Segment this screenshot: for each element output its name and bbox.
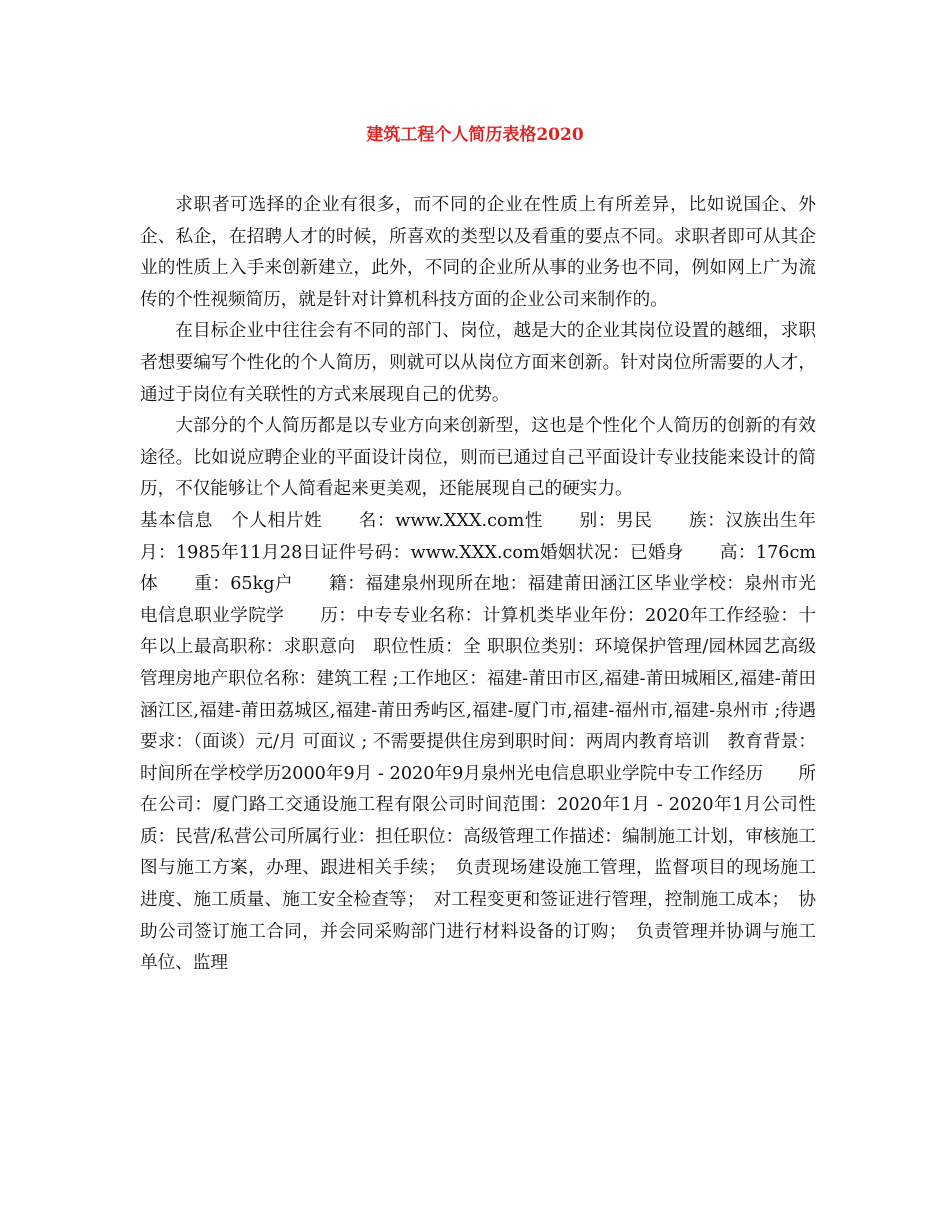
resume-details: 基本信息 个人相片姓 名：www.XXX.com性 别：男民 族：汉族出生年月：1985年11月28日证件号码：www.XXX.com婚姻状况：已婚身 高：176cm体 重：65kg户 籍：福建泉州现所在地：福建莆田涵江区毕业学校：泉州市光电信息职业学院学 历：中专专业名称：计算机类毕业年份：2020年工作经验：十年以上最高职称：求职意向 职位性质：全 职职位类别：环境保护管理/园林园艺高级管理房地产职位名称：建筑工程 ;工作地区：福建-莆田市区,福建-莆田城厢区,福建-莆田涵江区,福建-莆田荔城区,福建-莆田秀屿区,福建-厦门市,福建-福州市,福建-泉州市 ;待遇要求：（面谈）元/月 可面议 ; 不需要提供住房到职时间：两周内教育培训 教育背景：时间所在学校学历2000年9月 - 2020年9月泉州光电信息职业学院中专工作经历 所在公司：厦门路工交通设施工程有限公司时间范围：2020年1月 - 2020年1月公司性质：民营/私营公司所属行业：担任职位：高级管理工作描述：编制施工计划，审核施工图与施工方案，办理、跟进相关手续； 负责现场建设施工管理，监督项目的现场施工进度、施工质量、施工安全检查等； 对工程变更和签证进行管理，控制施工成本； 协助公司签订施工合同，并会同采购部门进行材料设备的订购； 负责管理并协调与施工单位、监理 [140, 510, 816, 974]
document-body [140, 190, 816, 980]
paragraph-3: 大部分的个人简历都是以专业方向来创新型，这也是个性化个人简历的创新的有效途径。比如说应聘企业的平面设计岗位，则而已通过自己平面设计专业技能来设计的简历，不仅能够让个人简看起来更美观，还能展现自己的硬实力。 [140, 416, 816, 500]
document-title: 建筑工程个人简历表格2020 [366, 125, 584, 145]
paragraph-1: 求职者可选择的企业有很多，而不同的企业在性质上有所差异，比如说国企、外企、私企，在招聘人才的时候，所喜欢的类型以及看重的要点不同。求职者即可从其企业的性质上入手来创新建立，此外，不同的企业所从事的业务也不同，例如网上广为流传的个性视频简历，就是针对计算机科技方面的企业公司来制作的。 [140, 195, 816, 310]
paragraph-2: 在目标企业中往往会有不同的部门、岗位，越是大的企业其岗位设置的越细，求职者想要编写个性化的个人简历，则就可以从岗位方面来创新。针对岗位所需要的人才，通过于岗位有关联性的方式来展现自己的优势。 [140, 321, 816, 405]
